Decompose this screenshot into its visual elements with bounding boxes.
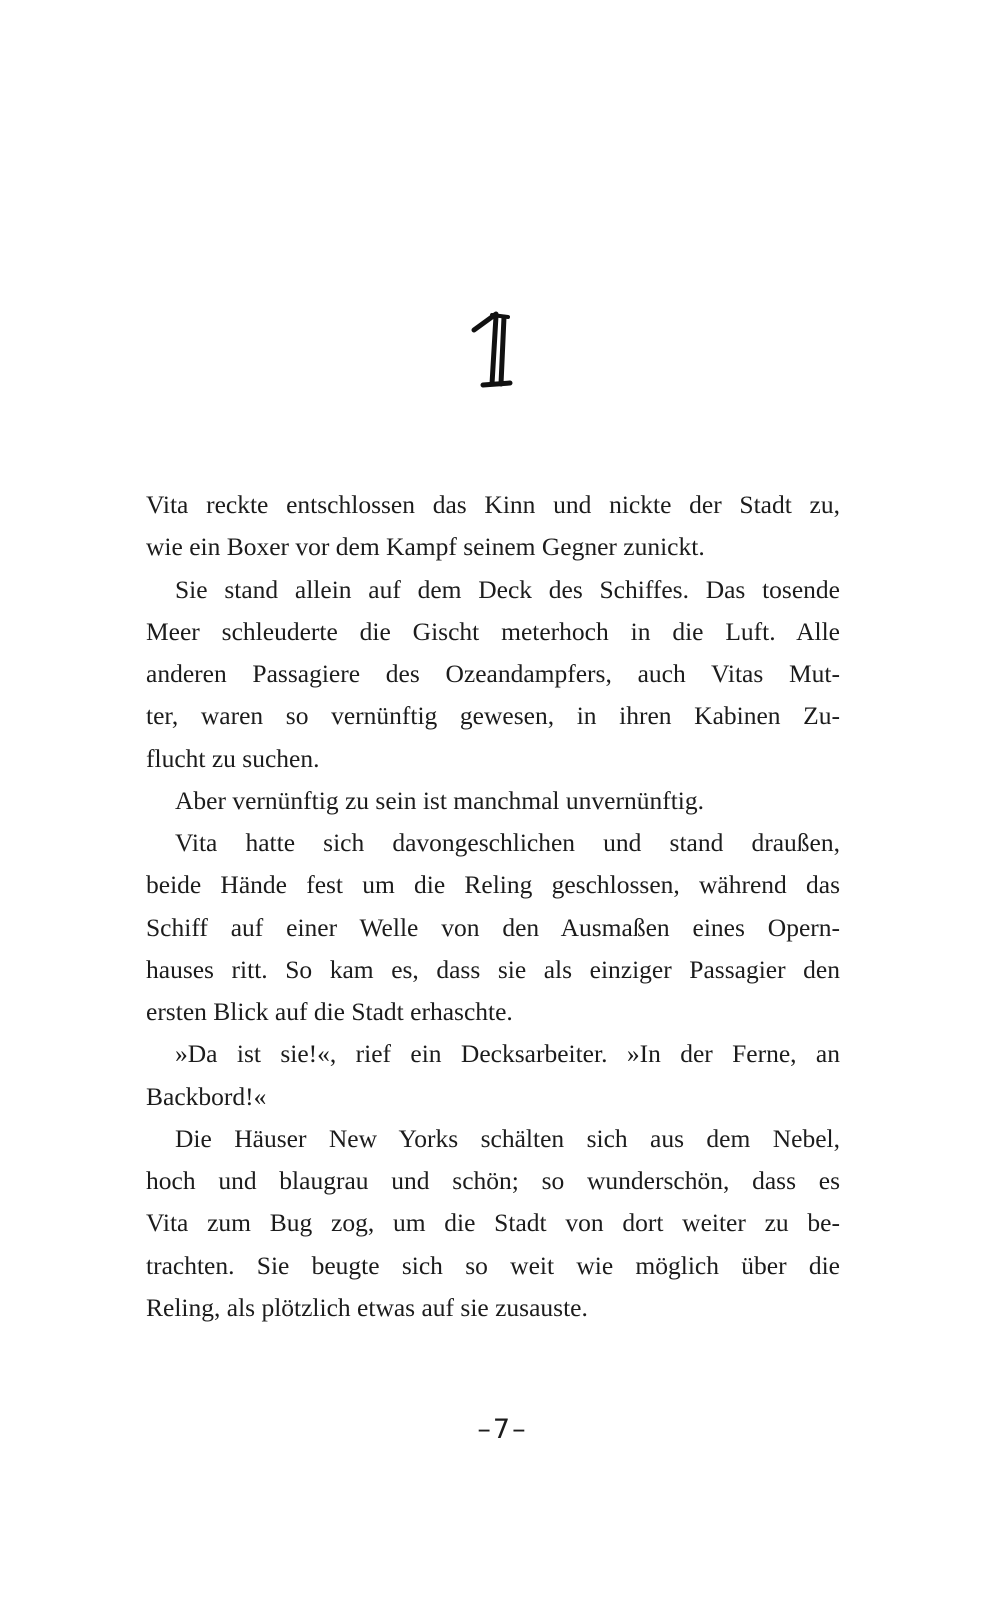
text-line: hauses ritt. So kam es, dass sie als einziger Passagier den — [146, 954, 840, 984]
text-line: Reling, als plötzlich etwas auf sie zusauste. — [146, 1292, 588, 1322]
text-line: »Da ist sie!«, rief ein Decksarbeiter. »In der Ferne, an — [175, 1039, 840, 1069]
text-line: Meer schleuderte die Gischt meterhoch in die Luft. Alle — [146, 616, 840, 646]
text-line: ersten Blick auf die Stadt erhaschte. — [146, 997, 513, 1026]
chapter-number-glyph — [470, 308, 530, 398]
text-line: Die Häuser New Yorks schälten sich aus dem Nebel, — [175, 1123, 840, 1153]
text-line: trachten. Sie beugte sich so weit wie möglich über die — [146, 1250, 840, 1280]
text-line: Vita reckte entschlossen das Kinn und nickte der Stadt zu, — [146, 490, 840, 519]
text-line: Aber vernünftig zu sein ist manchmal unvernünftig. — [175, 785, 704, 815]
text-line: hoch und blaugrau und schön; so wunderschön, dass es — [146, 1166, 840, 1195]
text-line: ter, waren so vernünftig gewesen, in ihren Kabinen Zu- — [146, 701, 840, 731]
text-line: Vita hatte sich davongeschlichen und stand draußen, — [175, 828, 840, 857]
text-line: wie ein Boxer vor dem Kampf seinem Gegner zunickt. — [146, 532, 705, 562]
page-number: –7– — [477, 1414, 528, 1445]
text-line: Sie stand allein auf dem Deck des Schiffes. Das tosende — [175, 574, 840, 604]
text-line: Vita zum Bug zog, um die Stadt von dort weiter zu be- — [146, 1208, 840, 1238]
text-line: anderen Passagiere des Ozeandampfers, auch Vitas Mut- — [146, 659, 840, 688]
text-line: flucht zu suchen. — [146, 743, 320, 773]
text-line: Schiff auf einer Welle von den Ausmaßen eines Opern- — [146, 912, 840, 942]
chapter-number-text: 1 — [470, 308, 471, 309]
text-line: beide Hände fest um die Reling geschlossen, während das — [146, 870, 840, 900]
text-line: Backbord!« — [146, 1081, 267, 1111]
chapter-number — [470, 308, 530, 398]
body-text — [146, 484, 840, 1329]
